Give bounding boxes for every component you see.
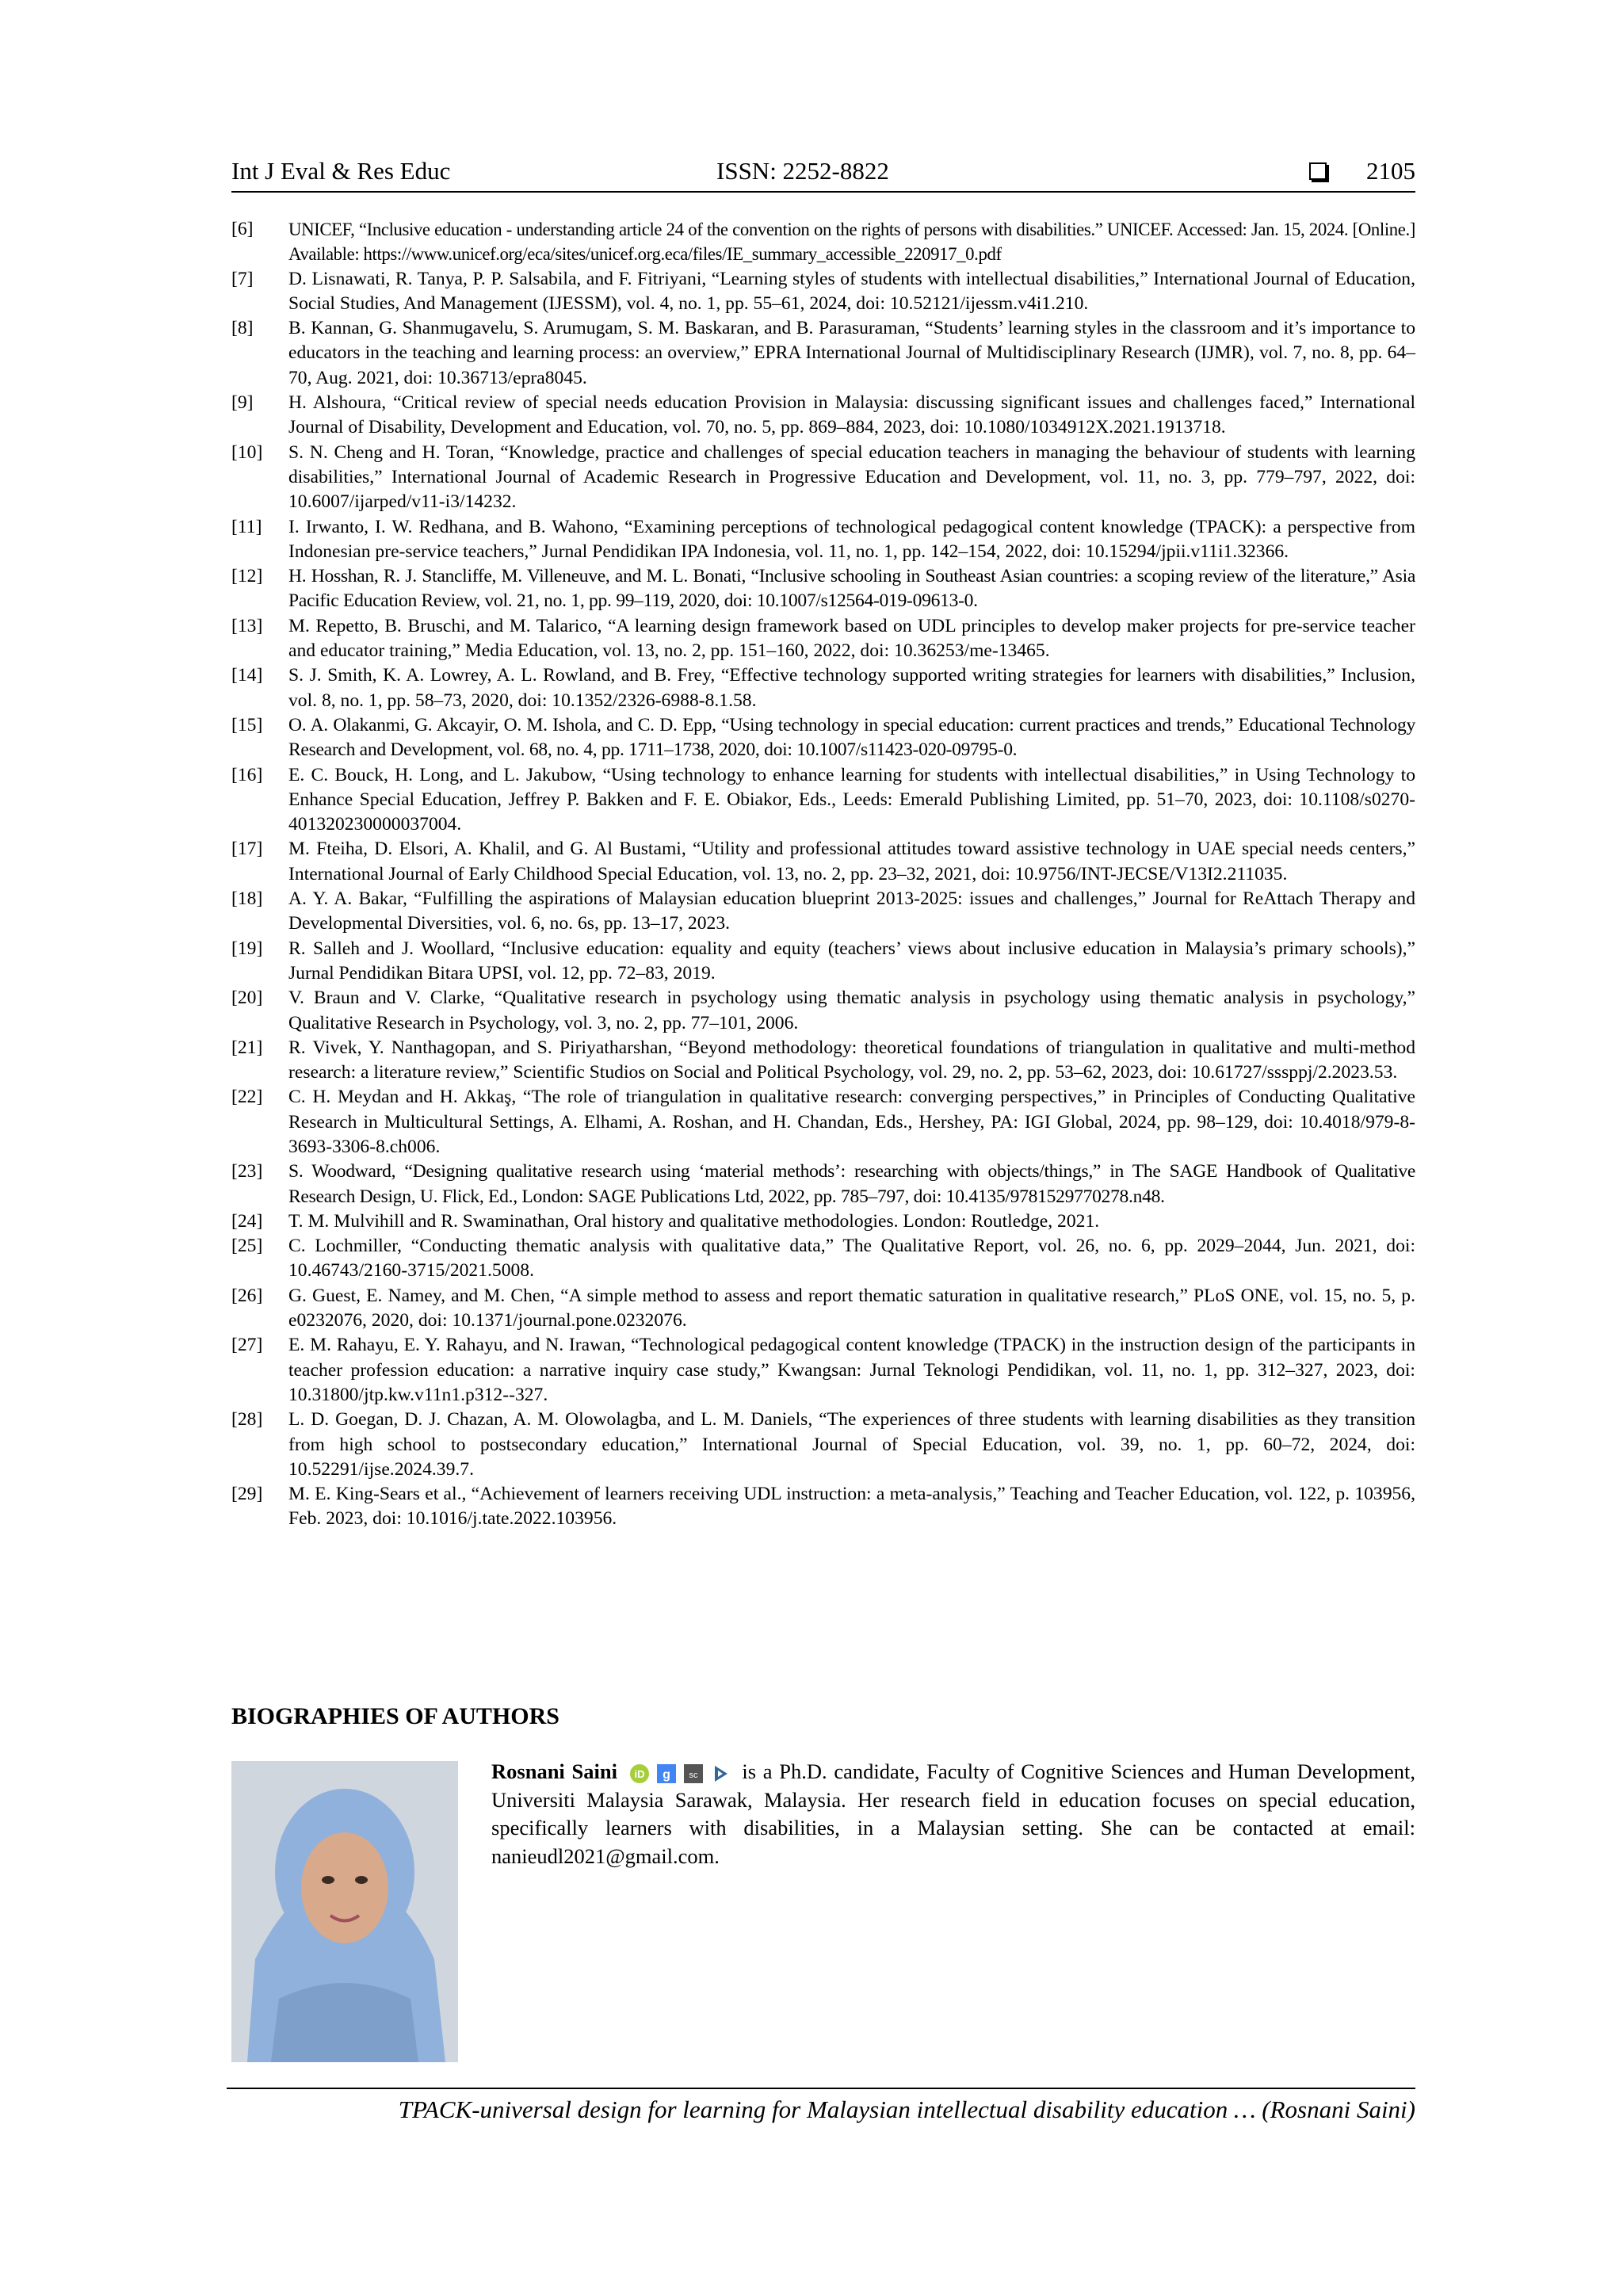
reference-item (231, 1159, 1415, 1209)
reference-item (231, 1333, 1415, 1408)
reference-number: [7] (231, 268, 254, 289)
reference-number: [16] (231, 764, 263, 785)
reference-number: [29] (231, 1484, 263, 1505)
reference-text: R. Salleh and J. Woollard, “Inclusive education: equality and equity (teachers’ views about inclusive education in Malaysia’s primary schools),” Jurnal Pendidikan Bitara UPSI, vol. 12, pp. 72–83, 2019. (288, 938, 1415, 984)
reference-text: S. Woodward, “Designing qualitative research using ‘material methods’: researching with objects/things,” in The SAGE Handbook of Qualitative Research Design, U. Flick, Ed., London: SAGE Publications Ltd, 2022, pp. 785–797, doi: 10.4135/9781529770278.n48. (288, 1161, 1415, 1207)
journal-name: Int J Eval & Res Educ (231, 157, 451, 185)
reference-number: [8] (231, 318, 254, 339)
reference-text: O. A. Olakanmi, G. Akcayir, O. M. Ishola, and C. D. Epp, “Using technology in special education: current practices and trends,” Educational Technology Research and Development, vol. 68, no. 4, pp. 1711–1738, 2020, doi: 10.1007/s11423-020-09795-0. (288, 714, 1415, 761)
reference-item (231, 1209, 1415, 1234)
reference-number: [25] (231, 1236, 263, 1257)
reference-item (231, 316, 1415, 391)
reference-item (231, 391, 1415, 441)
page-number: 2105 (1366, 157, 1415, 185)
reference-text: D. Lisnawati, R. Tanya, P. P. Salsabila, and F. Fitriyani, “Learning styles of students with intellectual disabilities,” International Journal of Education, Social Studies, And Management (IJESSM), vol. 4, no. 1, pp. 55–61, 2024, doi: 10.52121/ijessm.v4i1.210. (288, 268, 1415, 314)
reference-item (231, 217, 1415, 267)
square-icon (1309, 162, 1327, 180)
svg-text:iD: iD (634, 1767, 645, 1780)
reference-number: [22] (231, 1087, 263, 1108)
publons-icon[interactable] (710, 1763, 731, 1784)
reference-text: M. Fteiha, D. Elsori, A. Khalil, and G. Al Bustami, “Utility and professional attitudes toward assistive technology in UAE special needs centers,” International Journal of Early Childhood Special Education, vol. 13, no. 2, pp. 23–32, 2021, doi: 10.9756/INT-JECSE/V13I2.211035. (288, 839, 1415, 884)
reference-text: M. E. King-Sears et al., “Achievement of learners receiving UDL instruction: a meta-analysis,” Teaching and Teacher Education, vol. 122, p. 103956, Feb. 2023, doi: 10.1016/j.tate.2022.103956. (288, 1484, 1415, 1530)
reference-item (231, 986, 1415, 1036)
running-header (231, 155, 1415, 187)
reference-item (231, 441, 1415, 515)
running-footer: TPACK-universal design for learning for Malaysian intellectual disability education … (Rosnani Saini) (398, 2095, 1415, 2123)
reference-number: [18] (231, 888, 263, 910)
reference-text: C. H. Meydan and H. Akkaş, “The role of triangulation in qualitative research: converging perspectives,” in Principles of Conducting Qualitative Research in Multicultural Settings, A. Elhami, A. Roshan, and H. Chandan, Eds., Hershey, PA: IGI Global, 2024, pp. 98–129, doi: 10.4018/979-8-3693-3306-8.ch006. (288, 1087, 1415, 1157)
reference-number: [12] (231, 566, 263, 587)
reference-list (231, 217, 1415, 1532)
reference-number: [10] (231, 441, 263, 463)
reference-number: [14] (231, 665, 263, 686)
svg-text:g: g (662, 1767, 670, 1782)
reference-item (231, 1408, 1415, 1482)
reference-number: [27] (231, 1335, 263, 1356)
reference-item (231, 1036, 1415, 1086)
author-bio (491, 1758, 1415, 1870)
reference-number: [20] (231, 988, 263, 1009)
reference-text: C. Lochmiller, “Conducting thematic analysis with qualitative data,” The Qualitative Report, vol. 26, no. 6, pp. 2029–2044, Jun. 2021, doi: 10.46743/2160-3715/2021.5008. (288, 1236, 1415, 1282)
header-rule (231, 191, 1415, 193)
author-photo (231, 1761, 458, 2062)
author-name: Rosnani Saini (491, 1759, 617, 1783)
reference-item (231, 564, 1415, 614)
reference-text: G. Guest, E. Namey, and M. Chen, “A simple method to assess and report thematic saturation in qualitative research,” PLoS ONE, vol. 15, no. 5, p. e0232076, 2020, doi: 10.1371/journal.pone.0232076. (288, 1285, 1415, 1331)
reference-number: [26] (231, 1285, 263, 1306)
reference-text: T. M. Mulvihill and R. Swaminathan, Oral history and qualitative methodologies. London: Routledge, 2021. (288, 1210, 1100, 1232)
reference-number: [6] (231, 219, 254, 239)
author-profile-icons (629, 1763, 731, 1784)
reference-item (231, 937, 1415, 987)
reference-number: [13] (231, 615, 263, 636)
reference-item (231, 713, 1415, 763)
reference-text: E. M. Rahayu, E. Y. Rahayu, and N. Irawan, “Technological pedagogical content knowledge (TPACK) in the instruction design of the participants in teacher profession education: a narrative inquiry case study,” Kwangsan: Jurnal Teknologi Pendidikan, vol. 11, no. 1, pp. 312–327, 2023, doi: 10.31800/jtp.kw.v11n1.p312--327. (288, 1335, 1415, 1405)
reference-text: A. Y. A. Bakar, “Fulfilling the aspirations of Malaysian education blueprint 2013-2025: issues and challenges,” Journal for ReAttach Therapy and Developmental Diversities, vol. 6, no. 6s, pp. 13–17, 2023. (288, 888, 1415, 934)
issn: ISSN: 2252-8822 (716, 157, 889, 185)
reference-number: [17] (231, 839, 263, 860)
reference-item (231, 1284, 1415, 1334)
reference-number: [9] (231, 392, 254, 414)
reference-item (231, 837, 1415, 887)
reference-item (231, 614, 1415, 664)
reference-item (231, 1234, 1415, 1284)
reference-item (231, 1085, 1415, 1159)
page-number-box (1309, 155, 1415, 187)
reference-item (231, 515, 1415, 565)
scopus-icon[interactable] (683, 1763, 704, 1784)
reference-text: V. Braun and V. Clarke, “Qualitative research in psychology using thematic analysis in psychology using thematic analysis in psychology,” Qualitative Research in Psychology, vol. 3, no. 2, pp. 77–101, 2006. (288, 988, 1415, 1033)
reference-number: [11] (231, 516, 262, 537)
reference-number: [28] (231, 1409, 263, 1431)
reference-item (231, 1482, 1415, 1532)
reference-number: [21] (231, 1037, 263, 1058)
biographies-heading: BIOGRAPHIES OF AUTHORS (231, 1703, 559, 1729)
google-scholar-icon[interactable] (656, 1763, 677, 1784)
reference-text: L. D. Goegan, D. J. Chazan, A. M. Olowolagba, and L. M. Daniels, “The experiences of three students with learning disabilities as they transition from high school to postsecondary education,” International Journal of Special Education, vol. 39, no. 1, pp. 60–72, 2024, doi: 10.52291/ijse.2024.39.7. (288, 1409, 1415, 1480)
reference-text: S. N. Cheng and H. Toran, “Knowledge, practice and challenges of special education teachers in managing the behaviour of students with learning disabilities,” International Journal of Academic Research in Progressive Education and Development, vol. 11, no. 3, pp. 779–797, 2022, doi: 10.6007/ijarped/v11-i3/14232. (288, 441, 1415, 513)
reference-item (231, 267, 1415, 317)
reference-number: [19] (231, 938, 263, 959)
author-portrait-illustration (231, 1761, 458, 2062)
svg-text:sc: sc (689, 1770, 698, 1780)
reference-item (231, 887, 1415, 937)
reference-text: E. C. Bouck, H. Long, and L. Jakubow, “Using technology to enhance learning for students with intellectual disabilities,” in Using Technology to Enhance Special Education, Jeffrey P. Bakken and F. E. Obiakor, Eds., Leeds: Emerald Publishing Limited, pp. 51–70, 2023, doi: 10.1108/s0270-401320230000037004. (288, 764, 1415, 835)
reference-text: S. J. Smith, K. A. Lowrey, A. L. Rowland, and B. Frey, “Effective technology supported writing strategies for learners with disabilities,” Inclusion, vol. 8, no. 1, pp. 58–73, 2020, doi: 10.1352/2326-6988-8.1.58. (288, 665, 1415, 711)
reference-text: I. Irwanto, I. W. Redhana, and B. Wahono, “Examining perceptions of technological pedagogical content knowledge (TPACK): a perspective from Indonesian pre-service teachers,” Jurnal Pendidikan IPA Indonesia, vol. 11, no. 1, pp. 142–154, 2022, doi: 10.15294/jpii.v11i1.32366. (288, 516, 1415, 562)
reference-text: B. Kannan, G. Shanmugavelu, S. Arumugam, S. M. Baskaran, and B. Parasuraman, “Students’ learning styles in the classroom and it’s importance to educators in the teaching and learning process: an overview,” EPRA International Journal of Multidisciplinary Research (IJMR), vol. 7, no. 8, pp. 64–70, Aug. 2021, doi: 10.36713/epra8045. (288, 318, 1415, 388)
footer-rule (227, 2088, 1415, 2089)
reference-number: [24] (231, 1210, 263, 1232)
reference-text: H. Hosshan, R. J. Stancliffe, M. Villeneuve, and M. L. Bonati, “Inclusive schooling in Southeast Asian countries: a scoping review of the literature,” Asia Pacific Education Review, vol. 21, no. 1, pp. 99–119, 2020, doi: 10.1007/s12564-019-09613-0. (288, 566, 1415, 612)
reference-item (231, 763, 1415, 838)
reference-number: [23] (231, 1161, 263, 1182)
reference-number: [15] (231, 714, 263, 735)
reference-text: R. Vivek, Y. Nanthagopan, and S. Piriyatharshan, “Beyond methodology: theoretical foundations of triangulation in qualitative and multi-method research: a literature review,” Scientific Studios on Social and Political Psychology, vol. 29, no. 2, pp. 53–62, 2023, doi: 10.61727/sssppj/2.2023.53. (288, 1037, 1415, 1083)
reference-item (231, 663, 1415, 713)
reference-text: UNICEF, “Inclusive education - understanding article 24 of the convention on the rights of persons with disabilities.” UNICEF. Accessed: Jan. 15, 2024. [Online.] Available: https://www.unicef.org/eca/sites/unicef.org.eca/files/IE_summary_accessible_220917_0.pdf (288, 220, 1415, 265)
reference-text: M. Repetto, B. Bruschi, and M. Talarico, “A learning design framework based on UDL principles to develop maker projects for pre-service teacher and educator training,” Media Education, vol. 13, no. 2, pp. 151–160, 2022, doi: 10.36253/me-13465. (288, 615, 1415, 662)
author-bio-text: is a Ph.D. candidate, Faculty of Cognitive Sciences and Human Development, Universiti Malaysia Sarawak, Malaysia. Her research field in education focuses on special education, specifically learners with disabilities, in a Malaysian setting. She can be contacted at email: nanieudl2021@gmail.com. (491, 1759, 1416, 1868)
reference-text: H. Alshoura, “Critical review of special needs education Provision in Malaysia: discussing significant issues and challenges faced,” International Journal of Disability, Development and Education, vol. 70, no. 5, pp. 869–884, 2023, doi: 10.1080/1034912X.2021.1913718. (288, 392, 1415, 438)
orcid-icon[interactable] (629, 1763, 650, 1784)
